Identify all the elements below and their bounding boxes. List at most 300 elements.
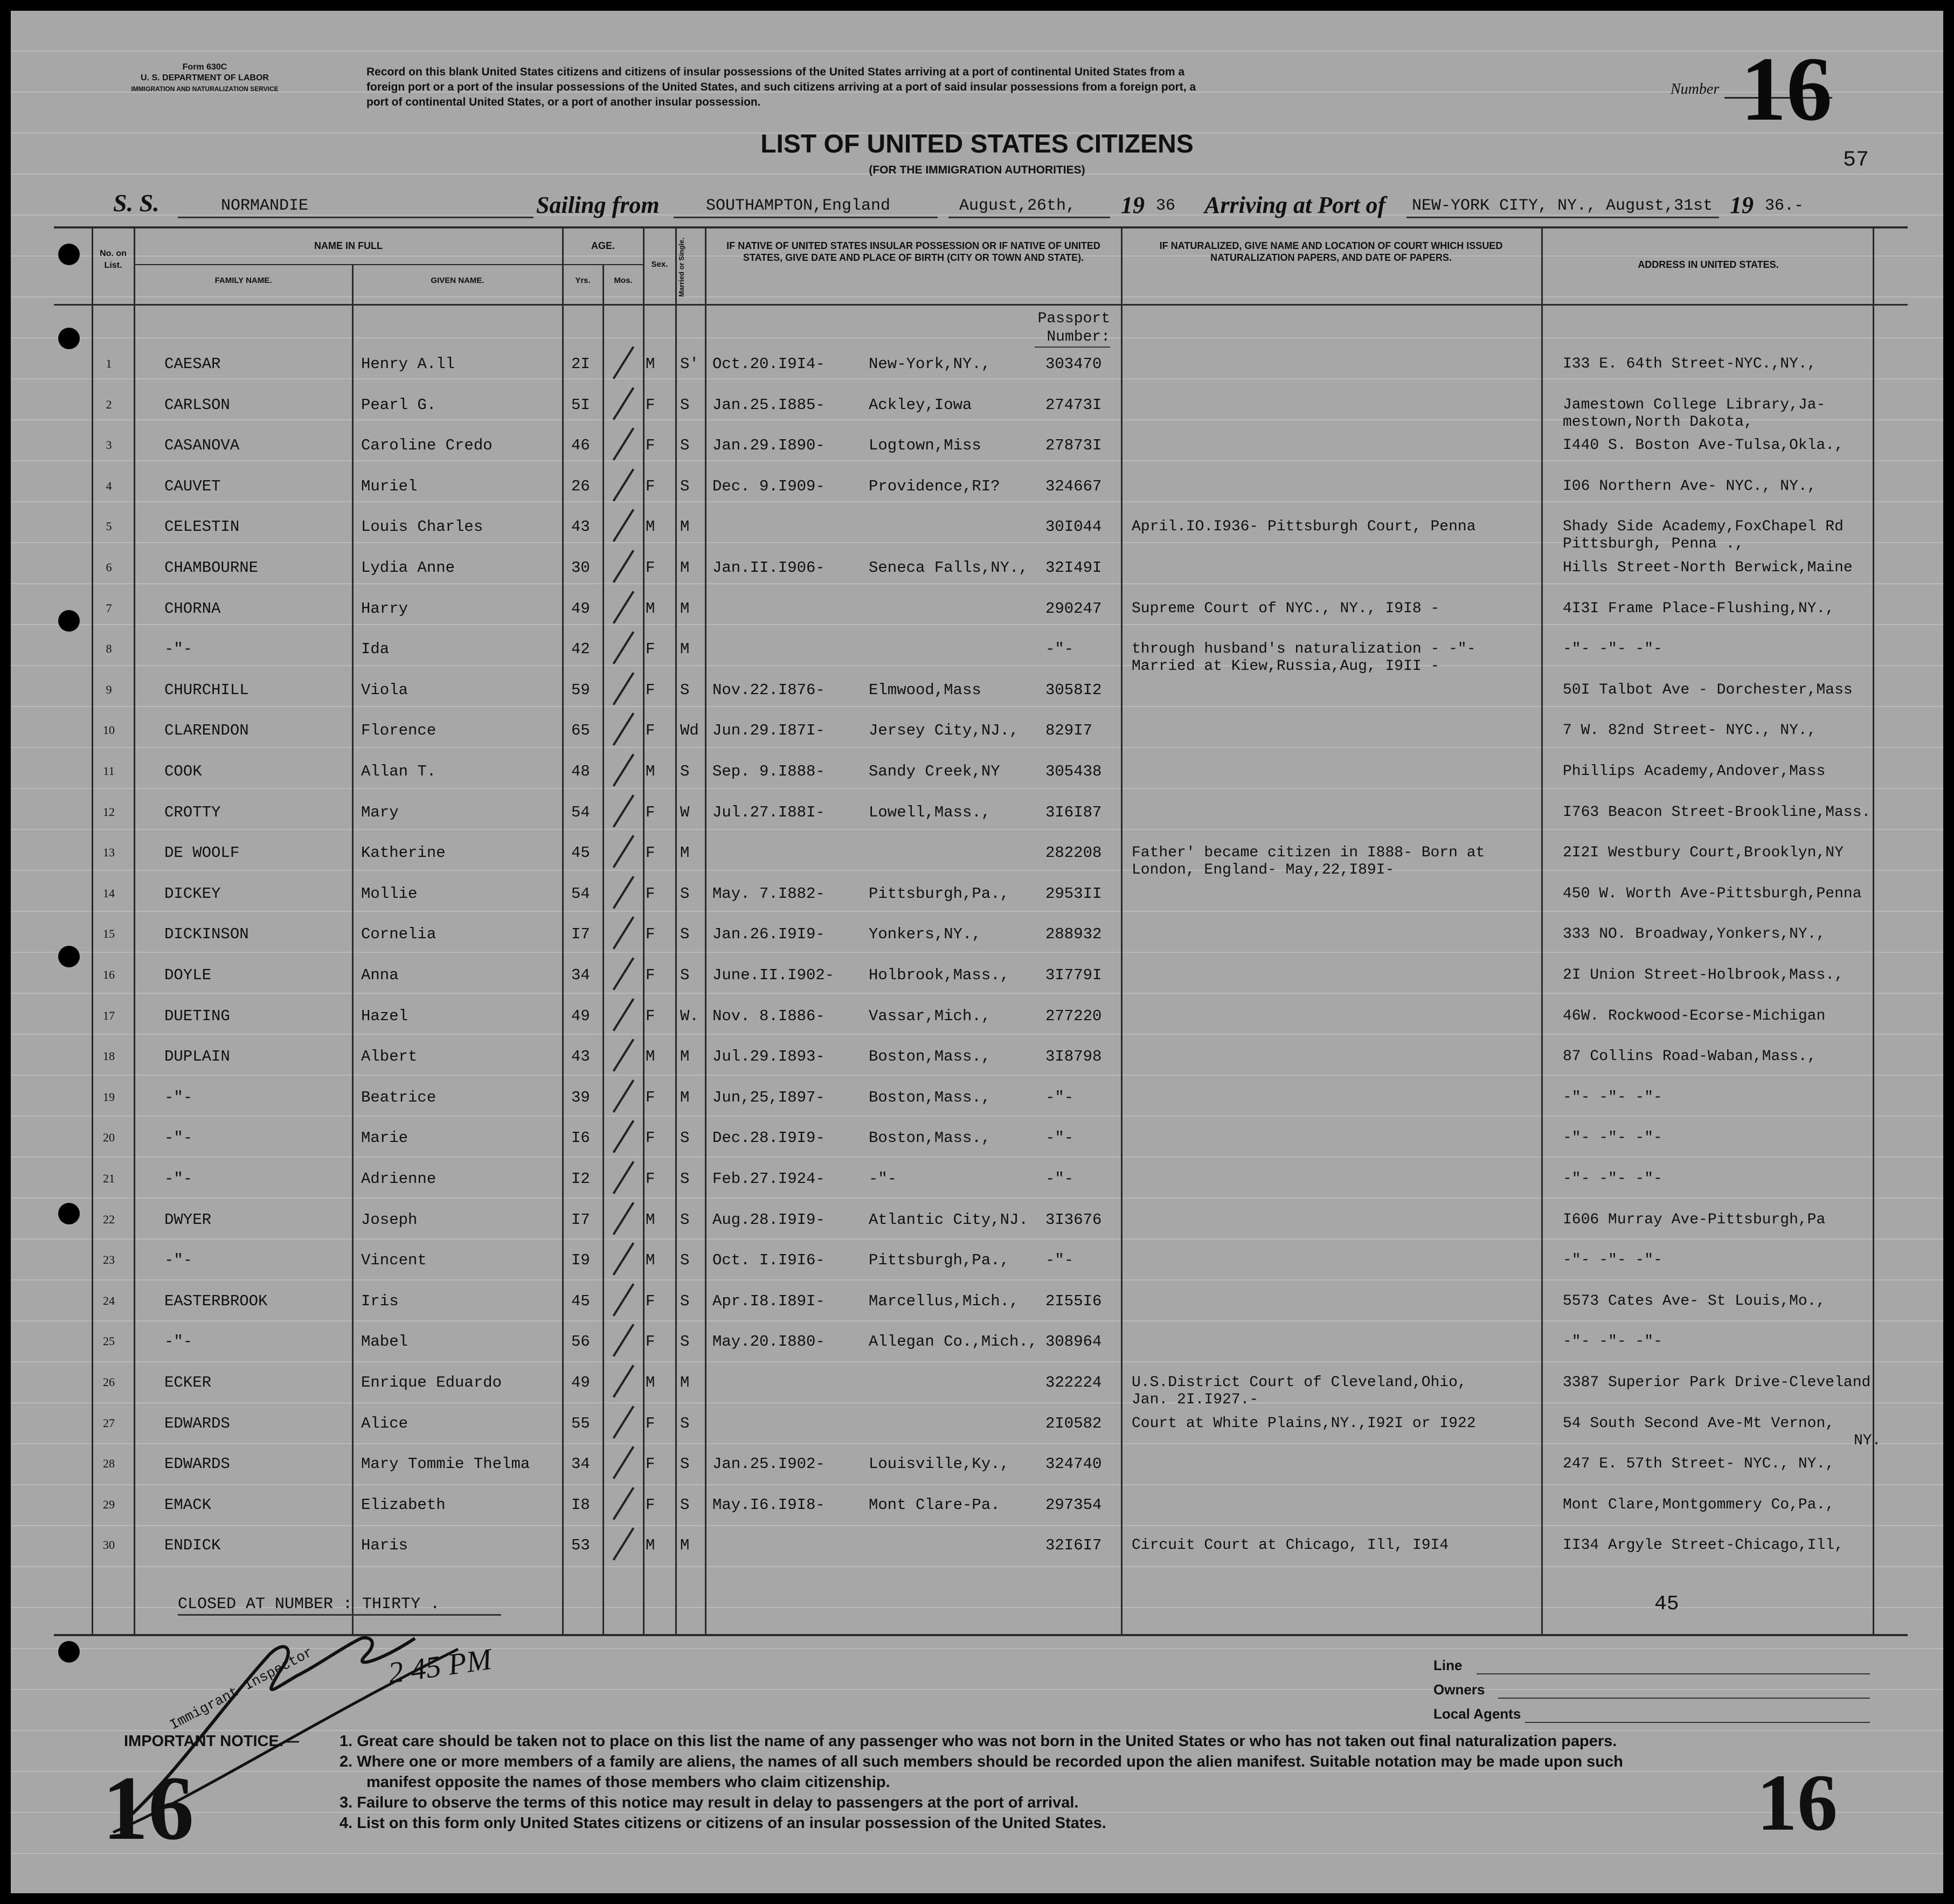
sex: M (646, 600, 655, 618)
sex: F (646, 1089, 655, 1106)
sex: F (646, 559, 655, 577)
age-years: 43 (571, 1048, 590, 1065)
family-name: CHORNA (164, 600, 221, 618)
sex: F (646, 396, 655, 414)
passport-number: 3058I2 (1045, 681, 1102, 699)
check-mark (613, 998, 634, 1031)
underline (1525, 1722, 1870, 1723)
col-border (643, 226, 645, 1634)
row-number: 21 (103, 1172, 115, 1185)
check-mark (613, 1406, 634, 1438)
age-years: 45 (571, 844, 590, 862)
given-name: Vincent (361, 1251, 427, 1269)
form-subtitle: (FOR THE IMMIGRATION AUTHORITIES) (869, 164, 1085, 176)
notice-2-cont: manifest opposite the names of those members who claim citizenship. (366, 1774, 890, 1791)
row-number: 23 (103, 1253, 115, 1266)
header-married: Married or Single. (677, 238, 685, 297)
check-mark (613, 468, 634, 501)
marital-status: S' (680, 355, 699, 373)
check-mark (613, 753, 634, 786)
row-number: 18 (103, 1049, 115, 1063)
passport-number: -"- (1045, 1251, 1074, 1269)
sex: F (646, 804, 655, 821)
age-years: 34 (571, 1455, 590, 1473)
age-years: 45 (571, 1292, 590, 1310)
age-years: 42 (571, 640, 590, 658)
stamp-number-left: 16 (102, 1757, 194, 1859)
sex: F (646, 1333, 655, 1351)
birth-date: Feb.27.I924- (712, 1170, 825, 1188)
check-mark (613, 672, 634, 705)
check-mark (613, 1446, 634, 1479)
check-mark (613, 794, 634, 827)
given-name: Muriel (361, 477, 418, 495)
table-top-border (54, 226, 1908, 229)
row-number: 6 (106, 560, 112, 574)
address: Shady Side Academy,FoxChapel Rd (1563, 518, 1844, 535)
time-note: 2 45 PM (386, 1642, 494, 1691)
age-years: 46 (571, 437, 590, 454)
sex: M (646, 355, 655, 373)
birth-date: May.20.I880- (712, 1333, 825, 1351)
check-mark (613, 550, 634, 583)
naturalization: Father' became citizen in I888- Born at (1132, 844, 1485, 861)
family-name: DWYER (164, 1211, 212, 1229)
birth-date: Apr.I8.I89I- (712, 1292, 825, 1310)
departure-date: August,26th, (959, 197, 1076, 215)
birth-date: Dec.28.I9I9- (712, 1129, 825, 1147)
check-mark (613, 712, 634, 745)
punch-hole (58, 946, 80, 967)
address: 7 W. 82nd Street- NYC., NY., (1563, 722, 1817, 739)
birth-place: Jersey City,NJ., (869, 722, 1019, 739)
row-number: 17 (103, 1009, 115, 1022)
marital-status: M (680, 640, 690, 658)
underline (674, 217, 938, 218)
sex: F (646, 681, 655, 699)
marital-status: S (680, 885, 690, 903)
underline (1477, 1673, 1870, 1674)
marital-status: S (680, 681, 690, 699)
col-border (134, 226, 135, 1634)
family-name: EDWARDS (164, 1415, 230, 1432)
family-name: EMACK (164, 1496, 212, 1514)
family-name: DICKEY (164, 885, 221, 903)
punch-hole (58, 244, 80, 265)
given-name: Ida (361, 640, 390, 658)
passport-number: 324667 (1045, 477, 1102, 495)
address: -"- -"- -"- (1563, 1252, 1662, 1269)
address: II34 Argyle Street-Chicago,Ill, (1563, 1537, 1844, 1554)
address: 87 Collins Road-Waban,Mass., (1563, 1048, 1817, 1065)
address: 2I Union Street-Holbrook,Mass., (1563, 967, 1844, 984)
passport-number: -"- (1045, 1129, 1074, 1147)
family-name: CAUVET (164, 477, 221, 495)
passport-number: 30I044 (1045, 518, 1102, 536)
check-mark (613, 1242, 634, 1275)
birth-place: Pittsburgh,Pa., (869, 885, 1010, 903)
col-border (675, 226, 677, 1634)
sex: F (646, 966, 655, 984)
row-number: 8 (106, 642, 112, 655)
birth-date: Jan.26.I9I9- (712, 925, 825, 943)
sex: M (646, 1374, 655, 1391)
age-years: 26 (571, 477, 590, 495)
check-mark (613, 1527, 634, 1560)
marital-status: S (680, 477, 690, 495)
address: -"- -"- -"- (1563, 1333, 1662, 1350)
age-years: 49 (571, 600, 590, 618)
family-name: -"- (164, 1089, 193, 1106)
row-number: 26 (103, 1375, 115, 1389)
given-name: Anna (361, 966, 399, 984)
naturalization: Court at White Plains,NY.,I92I or I922 (1132, 1415, 1476, 1432)
header-sex: Sex. (651, 260, 668, 269)
birth-date: Sep. 9.I888- (712, 763, 825, 780)
check-mark (613, 509, 634, 542)
header-naturalized: IF NATURALIZED, GIVE NAME AND LOCATION OF COURT WHICH ISSUED NATURALIZATION PAPERS, AND DATE OF PAPERS. (1159, 240, 1503, 263)
col-border (705, 226, 706, 1634)
age-years: 43 (571, 518, 590, 536)
marital-status: S (680, 1211, 690, 1229)
header-no: No. on List. (100, 249, 127, 270)
given-name: Albert (361, 1048, 418, 1065)
passport-number: 3I3676 (1045, 1211, 1102, 1229)
marital-status: S (680, 396, 690, 414)
row-number: 29 (103, 1498, 115, 1511)
sex: F (646, 1007, 655, 1025)
given-name: Joseph (361, 1211, 418, 1229)
notice-1: 1. Great care should be taken not to place on this list the name of any passenger who was not born in the United States or who has not taken out final naturalization papers. (339, 1733, 1617, 1750)
check-mark (613, 1324, 634, 1356)
naturalization-line-2: London, England- May,22,I89I- (1132, 862, 1395, 878)
row-number: 7 (106, 601, 112, 615)
check-mark (613, 1365, 634, 1397)
given-name: Lydia Anne (361, 559, 455, 577)
age-years: 65 (571, 722, 590, 739)
family-name: CHAMBOURNE (164, 559, 259, 577)
birth-date: Jan.25.I885- (712, 396, 825, 414)
address: Jamestown College Library,Ja- (1563, 397, 1826, 413)
agents-label: Local Agents (1433, 1706, 1521, 1722)
row-number: 15 (103, 927, 115, 940)
marital-status: S (680, 925, 690, 943)
passport-number: 32I49I (1045, 559, 1102, 577)
address: Mont Clare,Montgommery Co,Pa., (1563, 1497, 1835, 1513)
given-name: Caroline Credo (361, 437, 493, 454)
row-number: 11 (103, 764, 115, 778)
age-years: I2 (571, 1170, 590, 1188)
check-mark (613, 387, 634, 420)
marital-status: S (680, 437, 690, 454)
address: I06 Northern Ave- NYC., NY., (1563, 478, 1817, 495)
sex: F (646, 925, 655, 943)
family-name: -"- (164, 1333, 193, 1351)
address: -"- -"- -"- (1563, 1130, 1662, 1146)
age-years: I6 (571, 1129, 590, 1147)
sex: F (646, 1455, 655, 1473)
passport-number: 277220 (1045, 1007, 1102, 1025)
notice-heading: IMPORTANT NOTICE.— (124, 1733, 299, 1750)
marital-status: S (680, 1415, 690, 1432)
marital-status: S (680, 1292, 690, 1310)
family-name: DUETING (164, 1007, 230, 1025)
birth-place: Elmwood,Mass (869, 681, 981, 699)
given-name: Enrique Eduardo (361, 1374, 502, 1391)
passport-number: 324740 (1045, 1455, 1102, 1473)
sex: F (646, 844, 655, 862)
row-number: 28 (103, 1457, 115, 1470)
punch-hole (58, 328, 80, 349)
family-name: COOK (164, 763, 202, 780)
check-mark (613, 876, 634, 909)
naturalization: Circuit Court at Chicago, Ill, I9I4 (1132, 1537, 1449, 1554)
family-name: EASTERBROOK (164, 1292, 268, 1310)
age-years: 49 (571, 1374, 590, 1391)
birth-date: Oct. I.I9I6- (712, 1251, 825, 1269)
marital-status: S (680, 1129, 690, 1147)
marital-status: W (680, 804, 690, 821)
naturalization: through husband's naturalization - -"- (1132, 641, 1476, 657)
count-note: 45 (1654, 1593, 1679, 1616)
address: 450 W. Worth Ave-Pittsburgh,Penna (1563, 885, 1862, 902)
family-name: DUPLAIN (164, 1048, 230, 1065)
col-border (602, 264, 604, 1634)
year: 36 (1156, 197, 1176, 215)
sex: F (646, 885, 655, 903)
family-name: EDWARDS (164, 1455, 230, 1473)
passport-number: 322224 (1045, 1374, 1102, 1391)
marital-status: S (680, 1455, 690, 1473)
instruction-line: port of continental United States, or a port of another insular possession. (366, 96, 761, 108)
given-name: Mary (361, 804, 399, 821)
address: 54 South Second Ave-Mt Vernon, (1563, 1415, 1835, 1432)
age-years: I8 (571, 1496, 590, 1514)
marital-status: M (680, 844, 690, 862)
passport-number: 27473I (1045, 396, 1102, 414)
naturalization: Supreme Court of NYC., NY., I9I8 - (1132, 600, 1440, 617)
check-mark (613, 427, 634, 460)
passport-number: 27873I (1045, 437, 1102, 454)
given-name: Henry A.ll (361, 355, 455, 373)
col-border (1873, 226, 1874, 1634)
marital-status: W. (680, 1007, 699, 1025)
check-mark (613, 957, 634, 990)
instructions (366, 65, 1606, 110)
header-address: ADDRESS IN UNITED STATES. (1638, 259, 1779, 270)
sex: F (646, 722, 655, 739)
birth-place: Mont Clare-Pa. (869, 1496, 1000, 1514)
underline (178, 1614, 501, 1616)
marital-status: Wd (680, 722, 699, 739)
sex: F (646, 1129, 655, 1147)
family-name: -"- (164, 1129, 193, 1147)
closed-at-number: CLOSED AT NUMBER : THIRTY . (178, 1595, 440, 1614)
birth-date: Jun.29.I87I- (712, 722, 825, 739)
address-line-2: Pittsburgh, Penna ., (1563, 536, 1744, 552)
sex: F (646, 1415, 655, 1432)
family-name: -"- (164, 1170, 193, 1188)
instruction-line: foreign port or a port of the insular possessions of the United States, and such citizens arriving at a port of said insular possessions from a foreign port, a (366, 81, 1196, 93)
row-number: 9 (106, 683, 112, 696)
birth-place: Seneca Falls,NY., (869, 559, 1028, 577)
family-name: -"- (164, 1251, 193, 1269)
header-given-name: GIVEN NAME. (431, 276, 484, 285)
birth-place: Holbrook,Mass., (869, 966, 1010, 984)
ss-label: S. S. (113, 189, 160, 217)
family-name: ENDICK (164, 1536, 221, 1554)
passport-number: 2I0582 (1045, 1415, 1102, 1432)
ship-name: NORMANDIE (221, 197, 309, 215)
passport-header-underline (1035, 347, 1110, 348)
given-name: Marie (361, 1129, 408, 1147)
marital-status: M (680, 518, 690, 536)
header-yrs: Yrs. (575, 276, 591, 285)
age-years: 59 (571, 681, 590, 699)
marital-status: S (680, 1251, 690, 1269)
family-name: DOYLE (164, 966, 212, 984)
row-number: 5 (106, 520, 112, 533)
birth-place: Logtown,Miss (869, 437, 981, 454)
marital-status: S (680, 763, 690, 780)
passport-number: 308964 (1045, 1333, 1102, 1351)
sex: F (646, 437, 655, 454)
address: I606 Murray Ave-Pittsburgh,Pa (1563, 1211, 1826, 1228)
check-mark (613, 346, 634, 379)
check-mark (613, 1038, 634, 1071)
check-mark (613, 631, 634, 664)
given-name: Pearl G. (361, 396, 436, 414)
sex: F (646, 477, 655, 495)
col-border (562, 226, 564, 1634)
underline (1498, 1698, 1870, 1699)
address: 5573 Cates Ave- St Louis,Mo., (1563, 1293, 1826, 1310)
age-years: I7 (571, 925, 590, 943)
sex: M (646, 1251, 655, 1269)
row-number: 19 (103, 1090, 115, 1104)
birth-place: Providence,RI? (869, 477, 1000, 495)
passport-number: 3I8798 (1045, 1048, 1102, 1065)
col-border (1121, 226, 1122, 1634)
family-name: -"- (164, 640, 193, 658)
given-name: Mabel (361, 1333, 408, 1351)
department: U. S. DEPARTMENT OF LABOR (141, 73, 269, 82)
passport-number: 282208 (1045, 844, 1102, 862)
passport-number: 303470 (1045, 355, 1102, 373)
given-name: Elizabeth (361, 1496, 446, 1514)
given-name: Mary Tommie Thelma (361, 1455, 530, 1473)
given-name: Cornelia (361, 925, 436, 943)
birth-date: Aug.28.I9I9- (712, 1211, 825, 1229)
header-age: AGE. (591, 240, 615, 251)
marital-status: M (680, 559, 690, 577)
birth-place: Pittsburgh,Pa., (869, 1251, 1010, 1269)
birth-place: Boston,Mass., (869, 1129, 991, 1147)
birth-date: Jun,25,I897- (712, 1089, 825, 1106)
address: I33 E. 64th Street-NYC.,NY., (1563, 356, 1817, 372)
notice-2: 2. Where one or more members of a family are aliens, the names of all such members should be recorded upon the alien manifest. Suitable notation may be made upon such (339, 1753, 1623, 1770)
family-name: CHURCHILL (164, 681, 249, 699)
arrival-year: 36.- (1765, 197, 1804, 215)
stamp-number-right: 16 (1757, 1758, 1838, 1847)
header-family-name: FAMILY NAME. (214, 276, 272, 285)
marital-status: M (680, 1089, 690, 1106)
check-mark (613, 591, 634, 624)
inspector-title: Immigrant Inspector (167, 1644, 316, 1734)
given-name: Beatrice (361, 1089, 436, 1106)
marital-status: M (680, 1374, 690, 1391)
row-number: 22 (103, 1213, 115, 1226)
row-number: 12 (103, 805, 115, 819)
number-label: Number (1671, 81, 1720, 98)
naturalization: April.IO.I936- Pittsburgh Court, Penna (1132, 518, 1476, 535)
birth-place: Boston,Mass., (869, 1048, 991, 1065)
header-name-in-full: NAME IN FULL (314, 240, 383, 251)
arriving-label: Arriving at Port of (1204, 192, 1386, 218)
check-mark (613, 1487, 634, 1520)
age-years: 48 (571, 763, 590, 780)
birth-place: Louisville,Ky., (869, 1455, 1010, 1473)
notice-3: 3. Failure to observe the terms of this notice may result in delay to passengers at the port of arrival. (339, 1794, 1079, 1811)
check-mark (613, 1120, 634, 1153)
sex: M (646, 763, 655, 780)
form-identity (102, 62, 307, 94)
age-years: 49 (571, 1007, 590, 1025)
row-number: 3 (106, 438, 112, 452)
given-name: Hazel (361, 1007, 408, 1025)
marital-status: M (680, 1536, 690, 1554)
passport-number: 32I6I7 (1045, 1536, 1102, 1554)
family-name: CASANOVA (164, 437, 240, 454)
given-name: Adrienne (361, 1170, 436, 1188)
punch-hole (58, 610, 80, 632)
passport-number: 288932 (1045, 925, 1102, 943)
address: Phillips Academy,Andover,Mass (1563, 763, 1826, 780)
birth-place: -"- (869, 1170, 897, 1188)
address: 2I2I Westbury Court,Brooklyn,NY (1563, 844, 1844, 861)
age-years: 56 (571, 1333, 590, 1351)
underline (1406, 217, 1719, 218)
age-years: 54 (571, 885, 590, 903)
address: Hills Street-North Berwick,Maine (1563, 559, 1853, 576)
address: -"- -"- -"- (1563, 641, 1662, 657)
address: 3387 Superior Park Drive-Cleveland (1563, 1374, 1871, 1391)
underline (178, 217, 533, 218)
birth-place: Yonkers,NY., (869, 925, 981, 943)
check-mark (613, 1283, 634, 1316)
passport-number: 2953II (1045, 885, 1102, 903)
birth-date: Jul.27.I88I- (712, 804, 825, 821)
family-name: CLARENDON (164, 722, 249, 739)
line-label: Line (1433, 1657, 1463, 1673)
row-number: 16 (103, 968, 115, 981)
col-border (1541, 226, 1543, 1634)
birth-place: Sandy Creek,NY (869, 763, 1000, 780)
age-years: 53 (571, 1536, 590, 1554)
address: I440 S. Boston Ave-Tulsa,Okla., (1563, 437, 1844, 454)
passport-number: 290247 (1045, 600, 1102, 618)
check-mark (613, 1079, 634, 1112)
header-bottom-border (54, 304, 1908, 306)
header-mos: Mos. (614, 276, 633, 285)
age-years: I7 (571, 1211, 590, 1229)
instruction-line: Record on this blank United States citizens and citizens of insular possessions of the United States arriving at a port of continental United States from a (366, 66, 1185, 78)
given-name: Alice (361, 1415, 408, 1432)
passport-header: Passport Number: (1037, 310, 1110, 345)
age-years: 5I (571, 396, 590, 414)
sex: M (646, 518, 655, 536)
check-mark (613, 835, 634, 868)
